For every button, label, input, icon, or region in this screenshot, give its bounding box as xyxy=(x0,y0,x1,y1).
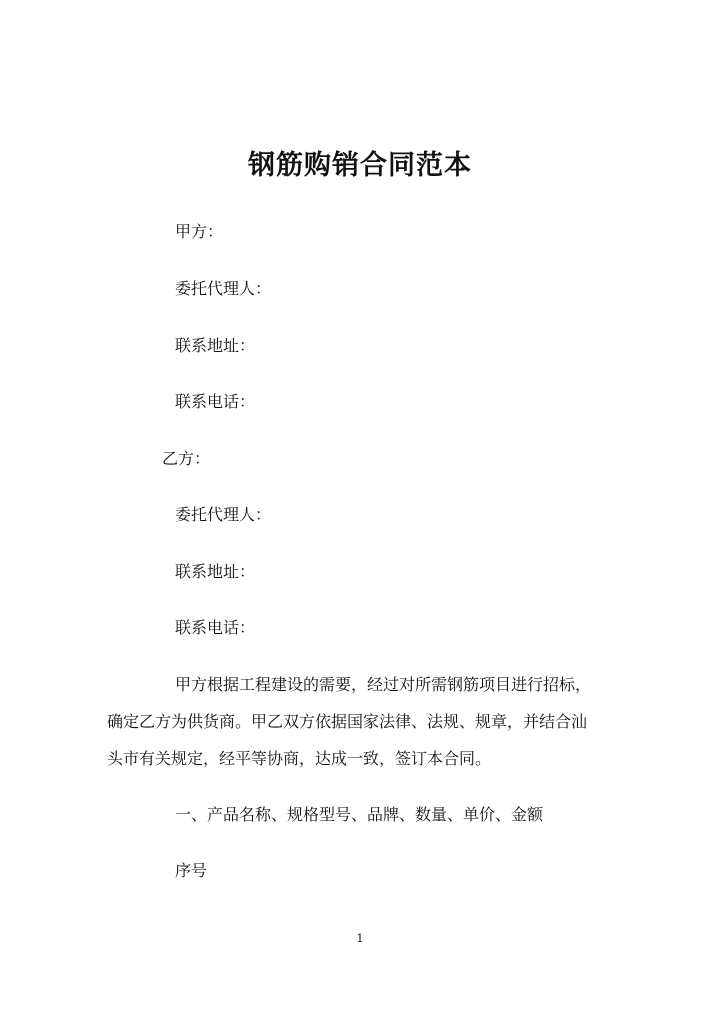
paragraph-line-2: 确定乙方为供货商。甲乙双方依据国家法律、法规、规章，并结合汕 xyxy=(107,712,588,731)
party-b-label: 乙方： xyxy=(162,449,211,468)
serial-label: 序号 xyxy=(175,861,208,880)
party-a-address: 联系地址： xyxy=(175,336,256,355)
page-number: 1 xyxy=(356,932,364,945)
section-heading: 一、产品名称、规格型号、品牌、数量、单价、金额 xyxy=(175,805,544,824)
party-a-phone: 联系电话： xyxy=(175,392,256,411)
document-title: 钢筋购销合同范本 xyxy=(248,150,472,181)
paragraph-line-3: 头市有关规定，经平等协商，达成一致，签订本合同。 xyxy=(107,749,492,768)
party-b-agent: 委托代理人： xyxy=(175,505,272,524)
party-a-label: 甲方： xyxy=(175,222,224,241)
paragraph-line-1: 甲方根据工程建设的需要，经过对所需钢筋项目进行招标， xyxy=(175,675,592,694)
party-b-phone: 联系电话： xyxy=(175,618,256,637)
party-b-address: 联系地址： xyxy=(175,562,256,581)
party-a-agent: 委托代理人： xyxy=(175,279,272,298)
